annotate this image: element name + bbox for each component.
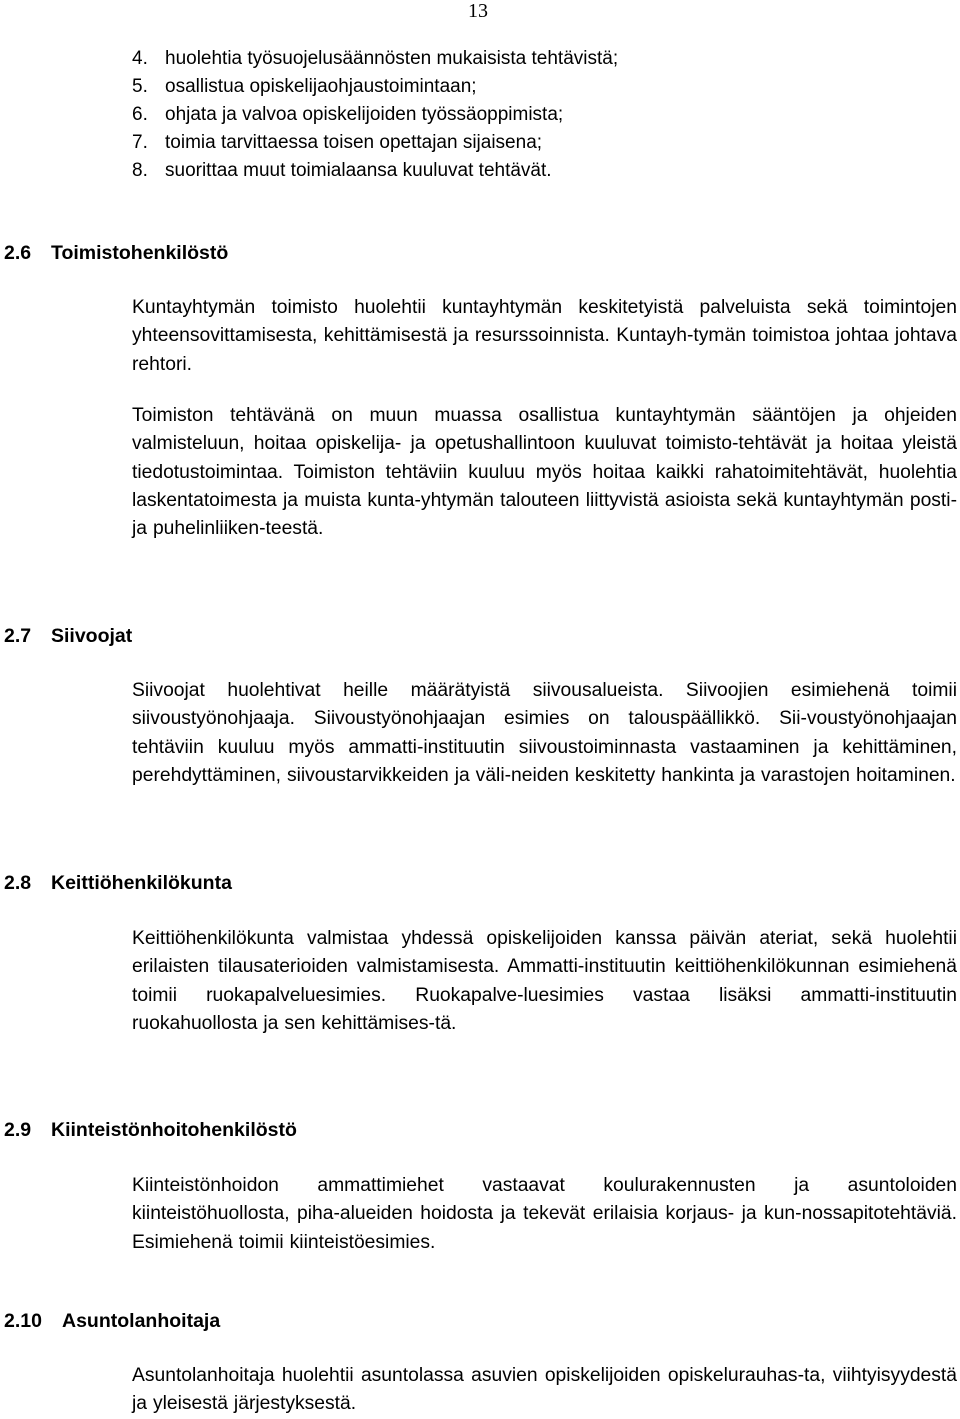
section-heading-kiinteistonhoitohenkilosto (4, 1119, 297, 1142)
section-paragraph: Siivoojat huolehtivat heille määrätyistä siivousalueista. Siivoojien esimiehenä toimii siivoustyönohjaaja. Siivoustyönohjaajan esimies on talouspäällikkö. Sii-voustyönohjaajan tehtäviin kuuluu myös ammatti-instituutin siivoustoiminnasta vastaaminen ja kehittäminen, perehdyttäminen, siivoustarvikkeiden ja väli-neiden keskitetty hankinta ja varastojen hoitaminen. (132, 680, 957, 786)
page-number: 13 (468, 0, 488, 22)
list-item-text: osallistua opiskelijaohjaustoimintaan; (165, 76, 477, 97)
section-title: Asuntolanhoitaja (62, 1310, 221, 1332)
list-item (132, 101, 618, 129)
list-item (132, 45, 618, 73)
section-paragraph: Keittiöhenkilökunta valmistaa yhdessä opiskelijoiden kanssa päivän ateriat, sekä huolehtii erilaisten tilausaterioiden valmistamisesta. Ammatti-instituutin keittiöhenkilökunnan esimiehenä toimii ruokapalveluesimies. Ruokapalve-luesimies vastaa lisäksi ammatti-instituutin ruokahuollosta ja sen kehittämises-tä. (132, 928, 957, 1034)
section-heading-asuntolanhoitaja (4, 1310, 220, 1333)
section-number: 2.9 (4, 1119, 32, 1141)
task-list (132, 45, 618, 185)
section-number: 2.8 (4, 872, 32, 894)
section-number: 2.6 (4, 242, 32, 264)
section-title: Kiinteistönhoitohenkilöstö (51, 1119, 297, 1141)
list-item-text: toimia tarvittaessa toisen opettajan sijaisena; (165, 132, 543, 153)
list-item (132, 73, 618, 101)
list-item-number: 8. (132, 160, 148, 181)
section-number: 2.7 (4, 625, 32, 647)
section-heading-toimistohenkilosto (4, 242, 228, 265)
section-paragraph: Toimiston tehtävänä on muun muassa osallistua kuntayhtymän sääntöjen ja ohjeiden valmisteluun, hoitaa opiskelija- ja opetushallintoon kuuluvat toimisto-tehtävät ja hoitaa yleistä tiedotustoimintaa. Toimiston tehtäviin kuuluu myös hoitaa kaikki rahatoimitehtävät, huolehtia laskentatoimesta ja muista kunta-yhtymän talouteen liittyvistä asioista sekä kuntayhtymän posti- ja puhelinliiken-teestä. (132, 405, 957, 540)
list-item-number: 5. (132, 76, 148, 97)
section-title: Toimistohenkilöstö (51, 242, 229, 264)
list-item-number: 7. (132, 132, 148, 153)
section-paragraph: Kuntayhtymän toimisto huolehtii kuntayhtymän keskitetyistä palveluista sekä toimintojen yhteensovittamisesta, kehittämisestä ja resurssoinnista. Kuntayh-tymän toimistoa johtaa johtava rehtori. (132, 297, 957, 375)
list-item-text: huolehtia työsuojelusäännösten mukaisista tehtävistä; (165, 48, 619, 69)
section-title: Siivoojat (51, 625, 133, 647)
list-item-number: 4. (132, 48, 148, 69)
list-item-number: 6. (132, 104, 148, 125)
section-title: Keittiöhenkilökunta (51, 872, 232, 894)
list-item-text: suorittaa muut toimialaansa kuuluvat tehtävät. (165, 160, 552, 181)
list-item (132, 129, 618, 157)
list-item-text: ohjata ja valvoa opiskelijoiden työssäoppimista; (165, 104, 564, 125)
list-item (132, 157, 618, 185)
section-number: 2.10 (4, 1310, 42, 1332)
section-heading-keittiohenkilokunta (4, 872, 232, 895)
section-heading-siivoojat (4, 625, 132, 648)
section-paragraph: Kiinteistönhoidon ammattimiehet vastaavat koulurakennusten ja asuntoloiden kiinteistöhuollosta, piha-alueiden hoidosta ja tekevät erilaisia korjaus- ja kun-nossapitotehtäviä. Esimiehenä toimii kiinteistöesimies. (132, 1175, 957, 1253)
section-paragraph: Asuntolanhoitaja huolehtii asuntolassa asuvien opiskelijoiden opiskelurauhas-ta, viihtyisyydestä ja yleisestä järjestyksestä. (132, 1365, 957, 1415)
